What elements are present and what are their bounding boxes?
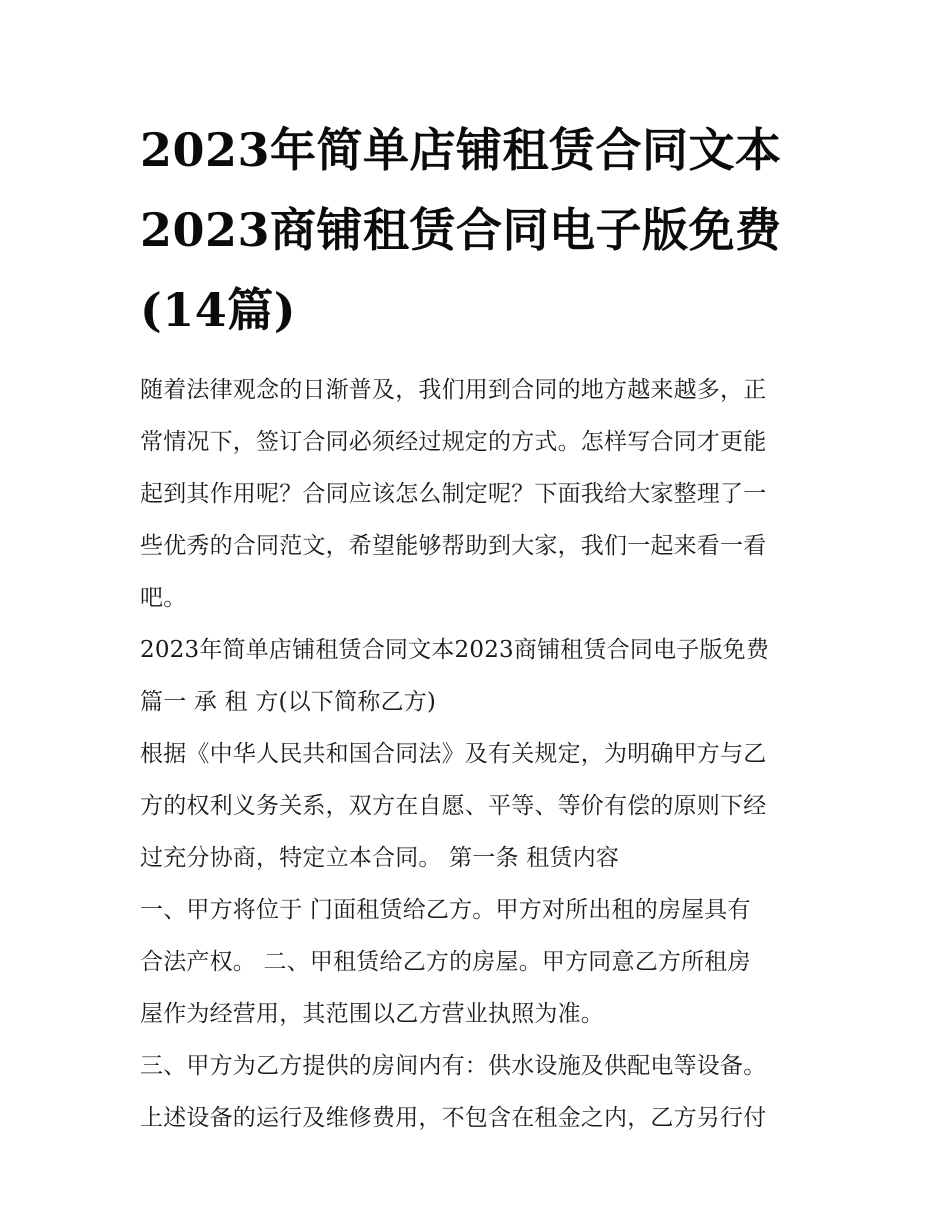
intro-paragraph: 随着法律观念的日渐普及，我们用到合同的地方越来越多，正 常情况下，签订合同必须经过规定的方式。怎样写合同才更能 起到其作用呢？合同应该怎么制定呢？下面我给大家整理了一 些优秀的合同范文，希望能够帮助到大家，我们一起来看一看 吧。 <box>140 377 767 611</box>
clause-three-paragraph: 三、甲方为乙方提供的房间内有：供水设施及供配电等设备。 上述设备的运行及维修费用，不包含在租金之内，乙方另行付 <box>140 1053 767 1131</box>
clause-one-two-paragraph: 一、甲方将位于 门面租赁给乙方。甲方对所出租的房屋具有 合法产权。 二、甲租赁给乙方的房屋。甲方同意乙方所租房 屋作为经营用，其范围以乙方营业执照为准。 <box>140 897 751 1027</box>
section-heading-paragraph: 2023年简单店铺租赁合同文本2023商铺租赁合同电子版免费 篇一 承 租 方(以下简称乙方) <box>140 637 770 715</box>
basis-paragraph: 根据《中华人民共和国合同法》及有关规定，为明确甲方与乙 方的权利义务关系，双方在自愿、平等、等价有偿的原则下经 过充分协商，特定立本合同。 第一条 租赁内容 <box>140 741 767 871</box>
document-title: 2023年简单店铺租赁合同文本 2023商铺租赁合同电子版免费 (14篇) <box>140 123 782 337</box>
document-body <box>140 364 812 1144</box>
